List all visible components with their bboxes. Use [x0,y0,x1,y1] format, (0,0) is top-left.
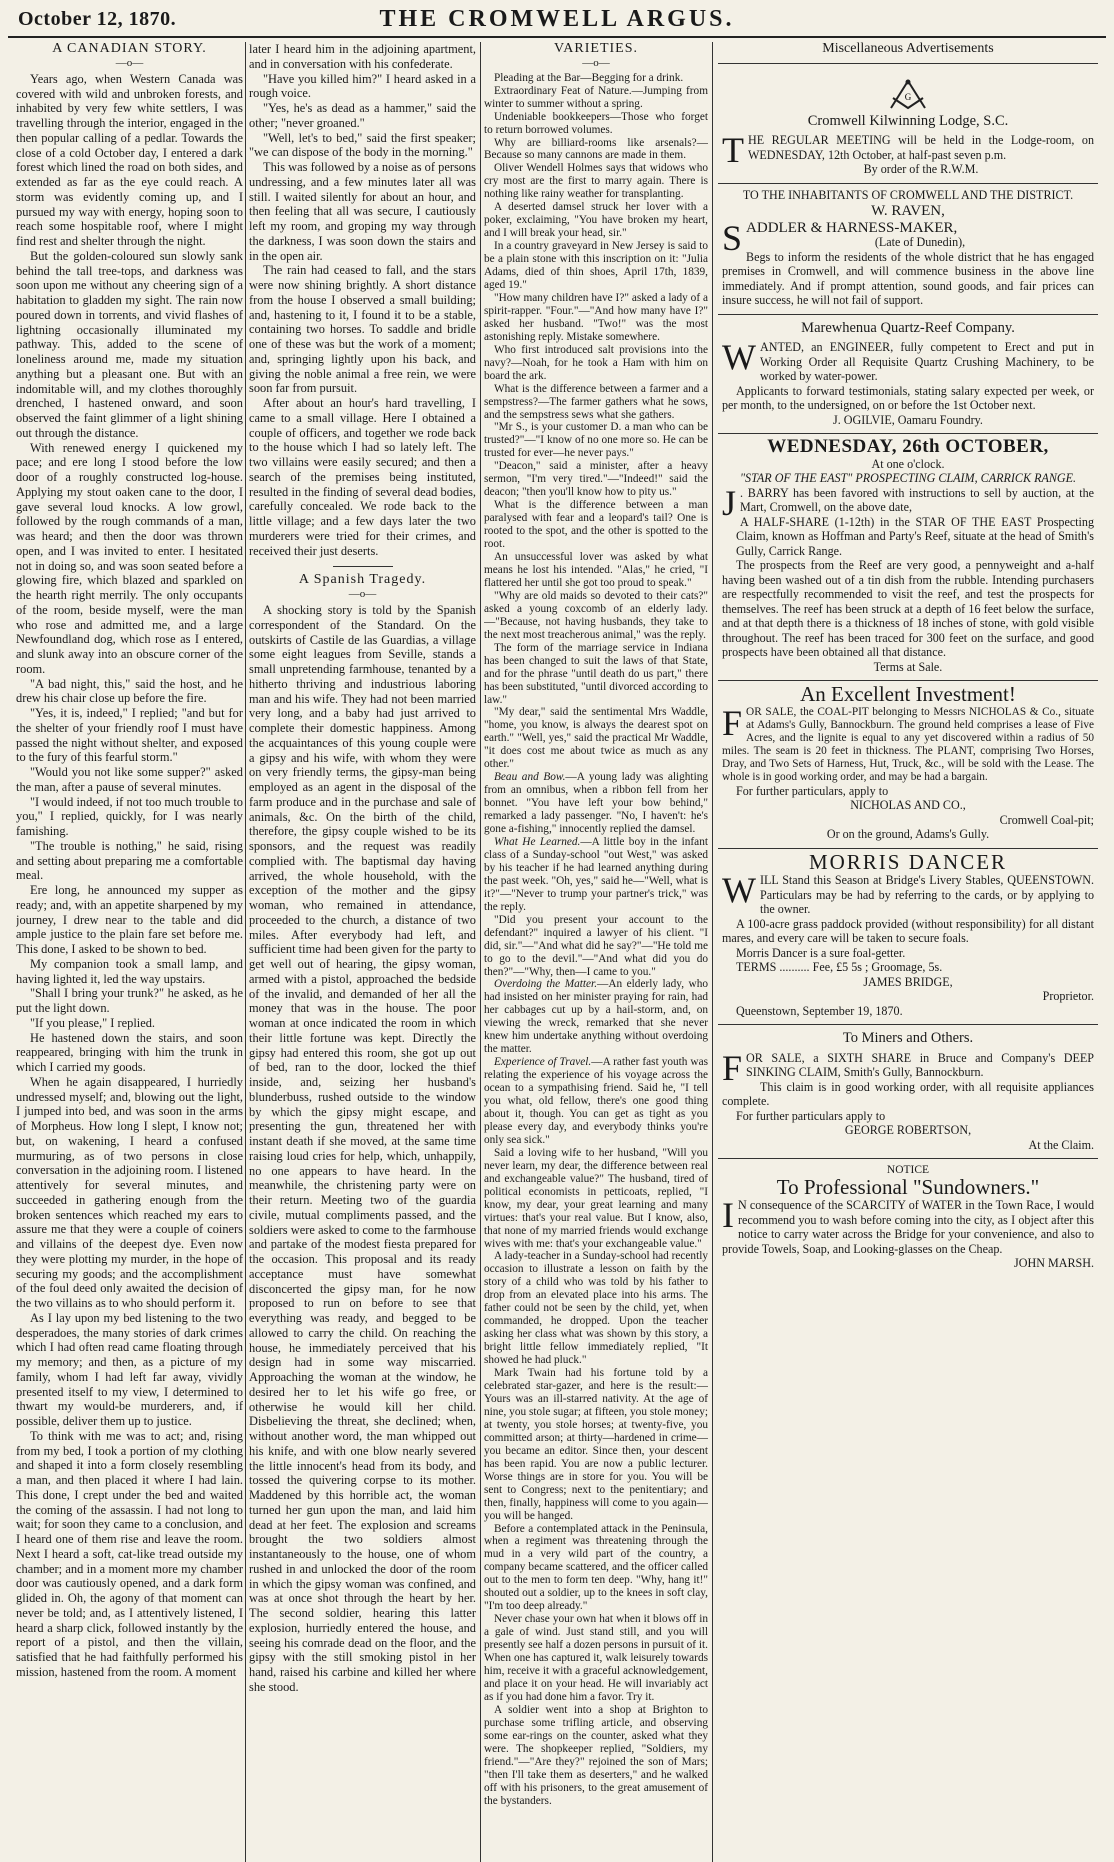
variety-text: —A rather fast youth was relating the experience of his voyage across the ocean to a sympathising friend. Said he, "I tell you what, old fellow, there's one good thing about it, though. You can get as tight as you please every day, and everybody thinks you're only sea sick." [484,1056,708,1146]
miners-title: To Miners and Others. [842,1030,974,1047]
variety-item [484,836,708,914]
morris-body3: Morris Dancer is a sure foal-getter. [736,945,906,960]
variety-text: Extraordinary Feat of Nature.—Jumping from winter to summer without a spring. [484,84,708,110]
notice-title: To Professional "Sundowners." [776,1174,1040,1199]
paragraph: The rain had ceased to fall, and the stars were now shining brightly. A short distance from the house I observed a small building; and, hastening to it, I found it to be a stable, containing two horses. To saddle and bridle one of these was but the work of a moment; and, springing lightly upon his back, and giving the noble animal a free rein, we were soon far from pursuit. [249,263,476,396]
variety-item [484,111,708,137]
paragraph: Years ago, when Western Canada was covered with wild and unbroken forests, and inhabited by very few white settlers, I was travelling through the interior, engaged in the then popular calling of a pedlar. Towards the close of a cold October day, I entered a dark forest which lined the road on both sides, and extended as far as the eye could reach. A storm was evidently coming up, and I pursued my way with energy, hoping soon to reach some hospitable roof, where I might find rest and shelter through the night. [16,71,243,248]
variety-text: Mark Twain had his fortune told by a celebrated star-gazer, and here is the result:—Yours was an ill-starred nativity. At the age of nine, you stole sugar; at fifteen, you stole money; at twenty, you stole horses; at twenty-five, you committed arson; at thirty—hardened in crime—you became an editor. Since then, your descent has been rapid. You are now a public lecturer. Worse things are in store for you. You will be sent to Congress; next to the penitentiary; and then, finally, happiness will come to you again—you will be hanged. [484,1367,708,1522]
morris-title: MORRIS DANCER [808,849,1008,874]
variety-text: What is the difference between a farmer and a sempstress?—The farmer gathers what he sows, and the sempstress sews what she gathers. [484,382,708,421]
variety-text: Undeniable bookkeepers—Those who forget to return borrowed volumes. [484,110,708,136]
paragraph: This was followed by a noise as of persons undressing, and a few minutes later all was still. I waited silently for about an hour, and then feeling that all was secure, I cautiously left my room, and groping my way through the darkness, I was soon down the stairs and in the open air. [249,160,476,263]
notice-label: NOTICE [886,1164,930,1177]
lodge-title: Cromwell Kilwinning Lodge, S.C. [807,112,1009,129]
sale-terms: Terms at Sale. [873,659,943,674]
variety-item [484,590,708,642]
paragraph: With renewed energy I quickened my pace; and ere long I stood before the low door of a roughly constructed log-house. Applying my stout oaken cane to the door, I gave several loud knocks. A low growl, followed by the rough commands of a man, was heard; and then the door was thrown open, and I was invited to enter. I hesitated not in doing so, and was soon seated before a glowing fire, which blazed and sparkled on the hearth right merrily. The only occupants of the room, beside myself, were the man who rose and admitted me, and a large Newfoundland dog, which rose as I entered, and slunk away into an obscure corner of the room. [16,440,243,676]
paragraph: "Yes, he's as dead as a hammer," said the other; "never groaned." [249,101,476,130]
variety-text: Never chase your own hat when it blows off in a gale of wind. Just stand still, and you will presently see half a dozen persons in pursuit of it. When one has captured it, walk leisurely towards him, receive it with a graceful acknowledgement, and place it on your head. He will invariably act as if you had done him a favor. Try it. [484,1613,708,1703]
coal-title: An Excellent Investment! [800,682,1016,707]
miners-apply: For further particulars apply to [736,1108,886,1123]
issue-date: October 12, 1870. [18,8,177,30]
variety-item [484,383,708,422]
sale-time: At one o'clock. [871,456,945,471]
variety-text: Before a contemplated attack in the Peninsula, when a regiment was threatening through the mud in a very wild part of the country, a company became scattered, and the officer called out to the men to form ten deep. "Why, hang it!" shouted out a soldier, up to the knees in soft clay, "I'm too deep already." [484,1522,708,1613]
paragraph: When he again disappeared, I hurriedly undressed myself; and, blowing out the light, I jumped into bed, and was soon in the arms of Morpheus. How long I slept, I know not; but, on wakening, I heard a confused murmuring, as of two persons in close conversation in the adjoining room. I listened attentively for several minutes, and succeeded in gathering enough from the broken sentences which reached my ears to assure me that they were a couple of coiners and villains of the deepest dye. Even now they were plotting my murder, in the hope of securing my goods; and the accomplishment of the foul deed only awaited the decision of the two villains as to who should perform it. [16,1074,243,1310]
variety-text: A deserted damsel struck her lover with a poker, exclaiming, "You have broken my heart, and I will break your head, sir." [484,201,708,240]
variety-text: The form of the marriage service in Indiana has been changed to suit the laws of that State, and for the phrase "until death do us part," there has been substituted, "until divorced according to law." [484,641,708,706]
variety-item [484,137,708,163]
variety-text: "Mr S., is your customer D. a man who can be trusted?"—"I know of no one more so. He can be trusted for ever—he never pays." [484,421,708,460]
miners-ad [718,1025,1098,1159]
lodge-body: HE REGULAR MEETING will be held in the Lodge-room, on WEDNESDAY, 12th October, at half-past seven p.m. [748,133,1094,162]
masthead [8,6,1106,38]
paragraph: To think with me was to act; and, rising from my bed, I took a portion of my clothing and shaped it into a form closely resembling a man, and then placed it where I had lain. This done, I crept under the bed and waited the coming of the assassin. I had not long to wait; for soon they came to a conclusion, and I heard one of them rise and leave the room. Next I heard a soft, cat-like tread outside my chamber; and in a moment more my chamber door was cautiously opened, and a dark form glided in. Oh, the agony of that moment can never be told; and, as I attentively listened, I heard a sharp click, followed instantly by the report of a pistol, and then the villain, satisfied that he had faithfully performed his mission, hastened from the room. A moment [16,1428,243,1679]
paragraph: "Well, let's to bed," said the first speaker; "we can dispose of the body in the morning." [249,130,476,160]
variety-text: A lady-teacher in a Sunday-school had recently occasion to illustrate a lesson on faith by the story of a child who was told by his father to drop from an elevated place into his arms. The father could not be seen by the child, yet, when commanded, he dropped. Upon the teacher asking her class what was shown by this story, a bright little fellow immediately replied, "It showed he had pluck." [484,1250,708,1367]
paragraph: "A bad night, this," said the host, and he drew his chair close up before the fire. [16,676,243,706]
morris-dated: Queenstown, September 19, 1870. [736,1003,903,1018]
sale-claim: "STAR OF THE EAST" PROSPECTING CLAIM, CARRICK RANGE. [739,471,1077,486]
variety-text: "Deacon," said a minister, after a heavy sermon, "I'm very tired."—"Indeed!" said the deacon; "then you'll know how to pity us." [484,460,708,499]
paragraph: Ere long, he announced my supper as ready; and, with an appetite sharpened by my journey, I drew near to the table and did ample justice to the plain fare set before me. This done, I asked to be shown to bed. [16,883,243,956]
quartz-sig: J. OGILVIE, Oamaru Foundry. [833,412,983,427]
miners-body2: This claim is in good working order, with all requisite appliances complete. [722,1079,1094,1109]
ornament: —o— [582,56,610,69]
variety-item [484,1523,708,1614]
variety-item [484,201,708,240]
variety-text: What is the difference between a man paralysed with fear and a leopard's tail? One is rooted to the spot, and the other is spotted to the root. [484,499,708,551]
drop-cap: S [722,217,743,258]
sale-date: WEDNESDAY, 26th OCTOBER, [767,436,1049,458]
ornament: —o— [115,56,144,69]
variety-lead: Overdoing the Matter. [494,978,598,991]
column-2 [249,42,476,1862]
coal-ad [718,681,1098,849]
drop-cap: W [722,337,756,378]
drop-cap: I [722,1195,734,1236]
variety-item [484,292,708,344]
variety-item [484,499,708,551]
variety-text: Oliver Wendell Holmes says that widows who cry most are the first to marry again. There is nothing like rainy weather for transplanting. [484,162,708,201]
morris-body: ILL Stand this Season at Bridge's Livery Stables, QUEENSTOWN. Particulars may be had by referring to the cards, or by applying to the owner. [759,873,1094,917]
variety-text: —A little boy in the infant class of a Sunday-school "out West," was asked by his teacher if he had learned anything during the past week. "Oh, yes," said he—"Well, what is it?"—"Never to trump your partner's trick," was the reply. [484,835,708,913]
masonic-compass-icon [885,78,931,112]
variety-item [484,642,708,707]
drop-cap: F [722,702,743,743]
coal-body: OR SALE, the COAL-PIT belonging to Messrs NICHOLAS & Co., situate at Adams's Gully, Bannockburn. The ground held comprises a lease of Five Acres, and the lignite is equal to any yet discovered within a radius of 50 miles. The seam is 20 feet in thickness. The PLANT, comprising Two Horses, Dray, and Two Sets of Harness, Hut, Truck, &c., will be sold with the Lease. The whole is in good working order, and may be had a bargain. [722,705,1094,783]
paragraph: later I heard him in the adjoining apartment, and in conversation with his confederate. [249,42,476,71]
variety-text: —An elderly lady, who had insisted on her minister praying for rain, had her cabbages cut up by a hail-storm, and, on viewing the wreck, remarked that she never knew him undertake anything without overdoing the matter. [484,978,708,1056]
drop-cap: W [722,870,756,911]
variety-text: "Did you present your account to the defendant?" inquired a lawyer of his client. "I did, sir."—"And what did he say?"—"He told me to go to the devil."—"And what did you do then?"—"Why, then—I came to you." [484,913,708,978]
paragraph: "Shall I bring your trunk?" he asked, as he put the light down. [16,986,243,1015]
variety-text: An unsuccessful lover was asked by what means he lost his intended. "Alas," he cried, "I flattered her until she got too proud to speak." [484,551,708,589]
paragraph: But the golden-coloured sun slowly sank behind the tall tree-tops, and darkness was soon upon me without any cheering sign of a habitation to gladden my sight. The rain now poured down in torrents, and vivid flashes of lightning occasionally illuminated my pathway. This, added to the scene of loneliness around me, made my situation anything but a pleasant one. But with an indomitable will, and my clothes thoroughly drenched, I hastened onward, and soon observed the faint glimmer of a light shining out through the distance. [16,248,243,440]
coal-apply: For further particulars, apply to [736,783,889,798]
varieties-list [484,72,708,1808]
variety-item [484,421,708,460]
paragraph: "If you please," I replied. [30,1015,156,1030]
story-title: A Spanish Tragedy. [298,572,427,588]
morris-terms: TERMS .......... Fee, £5 5s ; Groomage, 5s. [736,960,943,975]
miners-name: GEORGE ROBERTSON, [844,1123,972,1138]
variety-text: —A young lady was alighting from an omnibus, when a ribbon fell from her bonnet. "You have left your bow behind," remarked a lady passenger. "No, I haven't: he's gone a-fishing," innocently replied the damsel. [484,771,708,836]
variety-item [484,460,708,499]
sale-body2: The prospects from the Reef are very good, a pennyweight and a-half having been washed out of a tin dish from the rubble. Intending purchasers are respectfully recommended to visit the reef, and test the prospects for themselves. The reef has been struck at a depth of 16 feet below the surface, and at that depth there is a thickness of 18 inches of stone, with gold visible throughout. The reef has been traced for 300 feet on the surface, and good prospects have been obtained all that distance. [722,558,1094,660]
paragraph: My companion took a small lamp, and having lighted it, led the way upstairs. [16,956,243,986]
sale-ad [718,434,1098,681]
raven-name: W. RAVEN, [871,203,945,220]
variety-text: A soldier went into a shop at Brighton to purchase some trifling article, and observing some ear-rings on the counter, asked what they were. The shopkeeper replied, "Soldiers, my friend."—"Are they?" rejoined the son of Mars; "then I'll take them as deserters," and he walked off with his prisoners, to the great amusement of the bystanders. [484,1703,708,1807]
coal-place: Cromwell Coal-pit; [999,812,1094,827]
column-rule [245,42,246,1862]
column-1 [16,42,243,1862]
variety-text: "Why are old maids so devoted to their cats?" asked a young coxcomb of an elderly lady.—"Because, not having husbands, they take to the next most treacherous animal," was the reply. [484,589,708,641]
variety-item [484,1367,708,1522]
lodge-order: By order of the R.W.M. [863,162,979,177]
paragraph: As I lay upon my bed listening to the two desperadoes, the many stories of dark crimes which I had often read came floating through my memory; and then, as a picture of my family, whom I had left far away, vividly presented itself to my view, I determined to thwart my would-be murderers, and, if possible, deliver them up to justice. [16,1310,243,1428]
sale-body: . BARRY has been favored with instructions to sell by auction, at the Mart, Cromwell, on the above date, [740,485,1094,515]
paragraph: He hastened down the stairs, and soon reappeared, bringing with him the trunk in which I carried my goods. [16,1030,243,1074]
miners-body: OR SALE, a SIXTH SHARE in Bruce and Company's DEEP SINKING CLAIM, Smith's Gully, Bannockburn. [746,1050,1094,1080]
section-title: VARIETIES. [553,42,639,56]
morris-name: JAMES BRIDGE, [863,974,953,989]
morris-body2: A 100-acre grass paddock provided (without responsibility) for all distant mares, and every care will be taken to secure foals. [722,916,1094,946]
variety-item [484,706,708,771]
variety-item [484,914,708,979]
variety-item [484,1147,708,1251]
variety-lead: Beau and Bow. [494,771,566,784]
drop-cap: F [722,1047,743,1088]
drop-cap: J [722,482,737,523]
paragraph: "Yes, it is, indeed," I replied; "and but for the shelter of your friendly roof I must have passed the night without shelter, and exposed to the fury of this fearful storm." [16,706,243,765]
variety-text: Why are billiard-rooms like arsenals?—Because so many cannons are made in them. [484,136,708,162]
quartz-body: ANTED, an ENGINEER, fully competent to Erect and put in Working Order all Requisite Quartz Crushing Machinery, to be worked by water-power. [759,340,1094,384]
variety-text: "My dear," said the sentimental Mrs Waddle, "home, you know, is always the dearest spot on earth." "Well, yes," said the practical Mr Waddle, "it does cost me about twice as much as any other." [484,706,708,771]
column-4-advertisements [718,42,1098,1862]
raven-to: TO THE INHABITANTS OF CROMWELL AND THE DISTRICT. [742,187,1074,202]
paragraph: "I would indeed, if not too much trouble to you," I replied, quickly, for I was nearly famishing. [16,794,243,838]
variety-item [484,85,708,111]
variety-item [484,240,708,292]
variety-item [484,344,708,383]
sale-lot: A HALF-SHARE (1-12th) in the STAR OF THE EAST Prospecting Claim, known as Hoffman and Party's Reef, situate at the head of Smith's Gully, Carrick Range. [736,514,1094,558]
coal-or: Or on the ground, Adams's Gully. [826,827,990,842]
paragraph: "Would you not like some supper?" asked the man, after a pause of several minutes. [16,765,243,794]
paragraph: "The trouble is nothing," he said, rising and setting about preparing me a comfortable meal. [16,838,243,883]
morris-ad [718,849,1098,1026]
variety-text: Pleading at the Bar—Begging for a drink. [494,71,684,84]
columns [8,42,1106,1862]
variety-item [484,1056,708,1147]
variety-text: Said a loving wife to her husband, "Will you never learn, my dear, the difference between real and exchangeable value?" The husband, tired of political economists in petticoats, replied, "I know, my dear, your great learning and many virtues: that's your real value. But I know, also, that none of my married friends would exchange wives with me: that's your exchangeable value." [484,1146,708,1250]
column-rule [712,42,713,1862]
quartz-body2: Applicants to forward testimonials, stating salary expected per week, or per month, to the undersigned, on or before the 1st October next. [722,383,1094,413]
variety-item [484,72,708,85]
raven-ad [718,184,1098,315]
raven-body: Begs to inform the residents of the whole district that he has engaged premises in Cromwell, and will commence business in the above line immediately. And if prompt attention, sound goods, and fair prices can insure success, he will not fail of support. [722,249,1094,308]
ornament: —o— [348,588,377,600]
column-rule [480,42,481,1862]
variety-item [484,978,708,1056]
column-3 [484,42,708,1862]
notice-sig: JOHN MARSH. [1014,1256,1094,1271]
coal-name: NICHOLAS AND CO., [850,798,966,813]
variety-item [484,551,708,590]
svg-text:G: G [904,91,912,102]
paragraph: "Have you killed him?" I heard asked in a rough voice. [249,71,476,101]
variety-item [484,771,708,836]
paragraph: A shocking story is told by the Spanish correspondent of the Standard. On the outskirts of Castile de las Guardias, a village some eight leagues from Seville, stands a small unpretending farmhouse, tenanted by a hitherto thriving and industrious laboring man and his wife. They had not been married very long, and a baby had just arrived to complete their domestic happiness. Among the acquaintances of this young couple were a gipsy and his wife, with whom they were on very friendly terms, the gipsy-man being employed as an agent in the disposal of the farm produce and in the purchase and sale of animals, &c. On the birth of the child, therefore, the gipsy couple wished to be its sponsors, and the request was readily complied with. The baptismal day having arrived, the whole household, with the exception of the mother and the gipsy woman, who remained in attendance, proceeded to the church, a distance of two miles. After everybody had left, and sufficient time had been given for the party to get well out of hearing, the gipsy woman, armed with a pistol, approached the bedside of the invalid, and demanded of her all the money that was in the house. The poor woman at once indicated the room in which their little fortune was kept. Directly the gipsy had entered this room, she got up out of bed, ran to the door, locked the thief inside, and, seizing her husband's blunderbuss, rushed outside to the window by which the gipsy might escape, and presenting the gun, threatened her with instant death if she moved, at the same time raising loud cries for help, which, unhappily, no one appears to have heard. In the meanwhile, the christening party were on their return. Meeting two of the guardia civile, mutual compliments passed, and the soldiers were asked to come to the farmhouse and partake of the modest fiesta prepared for the occasion. This proposal and its ready acceptance must have somewhat disconcerted the gipsy man, for he now proposed to run on before to see that everything was ready, and begged to be allowed to carry the child. On reaching the house, he immediately perceived that his design had in some way miscarried. Approaching the woman at the window, he desired her to let his wife go free, or otherwise he would kill her child. Disbelieving the threat, she declined; when, without another word, the man whipped out his knife, and with one blow nearly severed the little innocent's head from its body, and tossed the quivering corpse to its mother. Maddened by this horrible act, the woman turned her gun upon the man, and laid him dead at her feet. The explosion and screams brought the two soldiers almost instantaneously to the house, one of whom rushed in and unlocked the door of the room in which the gipsy woman was confined, and was at once shot through the heart by her. The second soldier, hearing this latter explosion, hurriedly entered the house, and seeing his comrade dead on the floor, and the gipsy with the still smoking pistol in her hand, raised his carbine and killed her where she stood. [249,603,476,1694]
variety-item [484,1704,708,1808]
lodge-ad [718,68,1098,184]
variety-lead: Experience of Travel. [494,1056,592,1069]
notice-ad [718,1159,1098,1277]
variety-text: In a country graveyard in New Jersey is said to be a plain stone with this inscription on it: "Julia Adams, died of thin shoes, April 17th, 1839, aged 19." [484,240,708,291]
quartz-ad [718,315,1098,435]
variety-item [484,162,708,201]
raven-late: (Late of Dunedin), [874,235,966,250]
variety-lead: What He Learned. [494,835,581,848]
notice-body: N consequence of the SCARCITY of WATER in the Town Race, I would recommend you to wash before coming into the city, as I object after this notice to carry water across the Bridge for your convenience, and also to provide Towels, Soap, and Looking-glasses on the Cheap. [722,1198,1094,1256]
story-title: A CANADIAN STORY. [52,42,207,56]
ads-header: Miscellaneous Advertisements [718,42,1098,64]
morris-role: Proprietor. [1042,989,1094,1004]
quartz-title: Marewhenua Quartz-Reef Company. [801,319,1015,336]
miners-place: At the Claim. [1028,1137,1094,1152]
variety-text: "How many children have I?" asked a lady of a spirit-rapper. "Four."—"And how many have I?" asked her husband. "Two!" was the most astonishing reply. Mistake somewhere. [484,291,708,343]
variety-item [484,1250,708,1367]
paragraph: After about an hour's hard travelling, I came to a small village. Here I obtained a couple of officers, and together we rode back to the house which I had so lately left. The two villains were easily secured; and then a search of the premises being instituted, resulted in the finding of several dead bodies, carefully concealed. We rode back to the little village; and a few days later the two murderers were tried for their crimes, and received their just deserts. [249,396,476,558]
variety-text: Who first introduced salt provisions into the navy?—Noah, for he took a Ham with him on board the ark. [484,343,708,382]
newspaper-title: THE CROMWELL ARGUS. [379,6,735,32]
drop-cap: T [722,130,744,171]
variety-item [484,1613,708,1704]
raven-trade: ADDLER & HARNESS-MAKER, [746,219,958,236]
